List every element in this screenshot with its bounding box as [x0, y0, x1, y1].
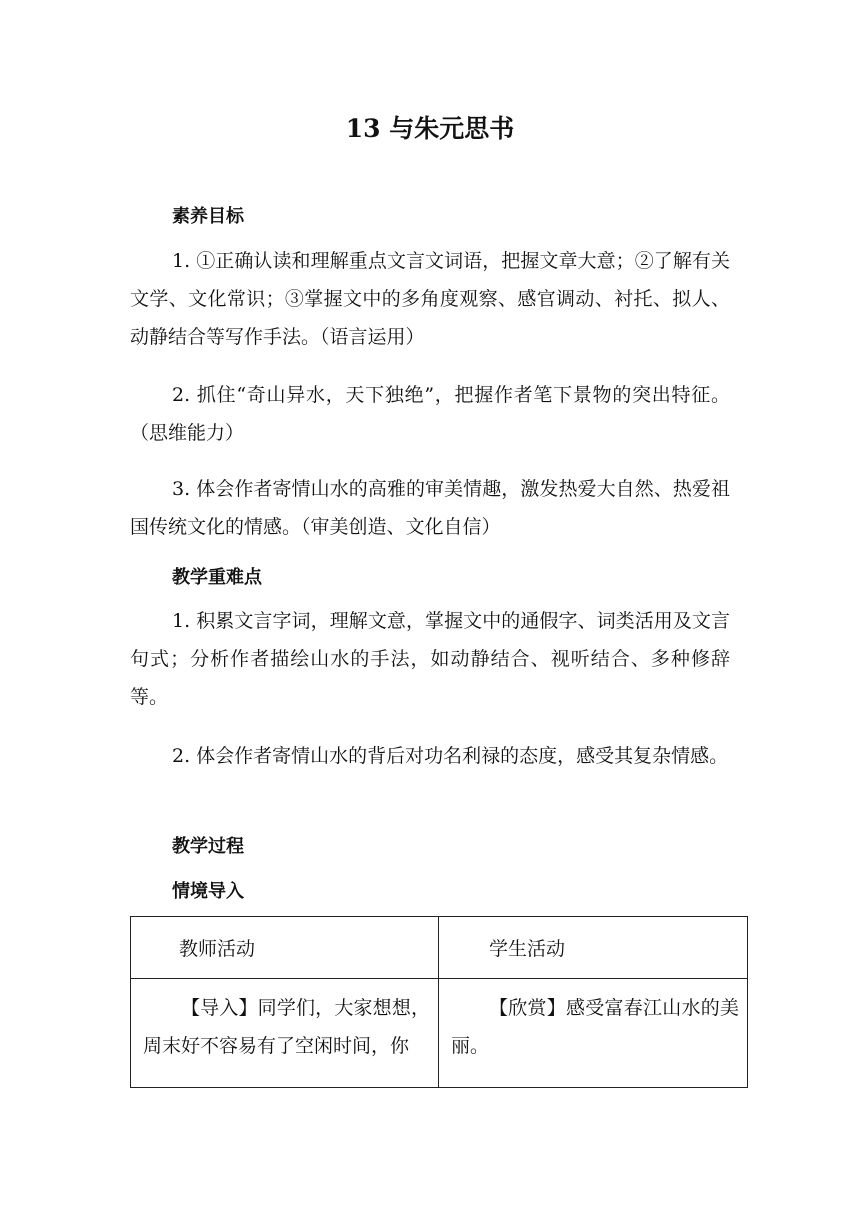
- table-cell: [131, 979, 439, 1088]
- table-header-cell: [439, 917, 748, 979]
- goal-item-1: 1. ①正确认读和理解重点文言文词语，把握文章大意；②了解有关文学、文化常识；③掌握文中的多角度观察、感官调动、衬托、拟人、动静结合等写作手法。（语言运用）: [130, 250, 730, 348]
- goals-heading: 素养目标: [172, 206, 244, 227]
- student-activity-header: 学生活动: [489, 938, 566, 960]
- teacher-activity-header: 教师活动: [179, 938, 256, 960]
- key-points-heading: 教学重难点: [172, 567, 262, 588]
- key-point-item-2: 2. 体会作者寄情山水的背后对功名利禄的态度，感受其复杂情感。: [172, 745, 729, 767]
- intro-heading: 情境导入: [172, 881, 244, 902]
- table-header-row: [131, 917, 748, 979]
- activity-table: [130, 916, 748, 1088]
- page-title: 13 与朱元思书: [345, 114, 515, 143]
- teacher-activity-text: 【导入】同学们，大家想想，周末好不容易有了空闲时间，你: [143, 997, 430, 1057]
- goal-item-2: 2. 抓住“奇山异水，天下独绝”，把握作者笔下景物的突出特征。（思维能力）: [130, 384, 730, 444]
- process-heading: 教学过程: [172, 836, 244, 857]
- table-cell: [439, 979, 748, 1088]
- student-activity-text: 【欣赏】感受富春江山水的美丽。: [451, 997, 739, 1057]
- table-header-cell: [131, 917, 439, 979]
- table-row: [131, 979, 748, 1088]
- goal-item-3: 3. 体会作者寄情山水的高雅的审美情趣，激发热爱大自然、热爱祖国传统文化的情感。（审美创造、文化自信）: [130, 478, 730, 538]
- key-point-item-1: 1. 积累文言字词，理解文意，掌握文中的通假字、词类活用及文言句式；分析作者描绘山水的手法，如动静结合、视听结合、多种修辞等。: [130, 610, 730, 708]
